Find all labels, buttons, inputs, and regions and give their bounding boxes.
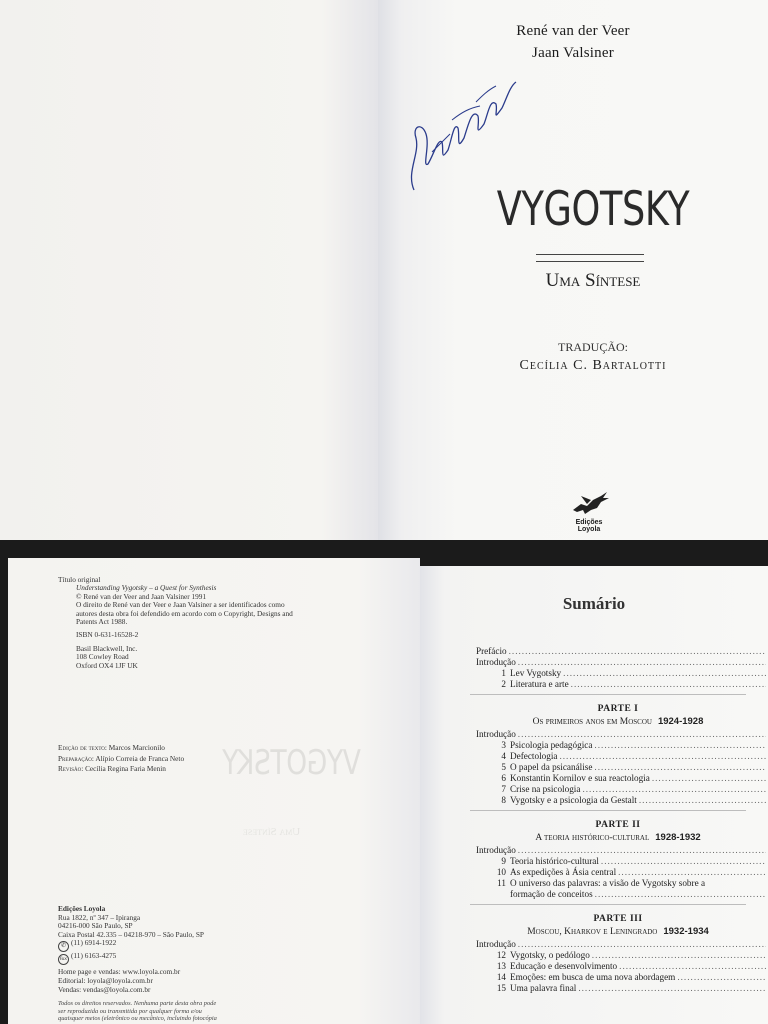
toc-entry-label: Introdução [476, 729, 516, 739]
toc-entry [470, 950, 766, 961]
toc-entry [470, 784, 766, 795]
part-subtitle [470, 925, 766, 939]
toc-list [470, 646, 766, 994]
toc-entry-label: Teoria histórico-cultural [510, 856, 599, 866]
web-line: Home page e vendas: www.loyola.com.br [58, 967, 181, 977]
toc-entry-label: As expedições à Ásia central [510, 867, 617, 877]
toc-entry-label: Vygotsky e a psicologia da Gestalt [510, 795, 637, 805]
dot-leader [571, 679, 766, 690]
pegasus-icon [567, 490, 611, 516]
dot-leader [618, 867, 766, 878]
toc-entry [470, 773, 766, 784]
toc-entry-label: Introdução [476, 845, 516, 855]
section-divider [470, 694, 746, 695]
title-rule [536, 254, 644, 262]
publisher-name: Edições Loyola [58, 904, 106, 913]
phone-number: (11) 6914-1922 [71, 938, 117, 948]
fax-icon: ℻ [58, 954, 69, 965]
toc-entry-label: Crise na psicologia [510, 784, 581, 794]
mirrored-bleed-through-subtitle: Uma Síntese [243, 826, 301, 838]
toc-entry [470, 751, 766, 762]
dot-leader [592, 950, 766, 961]
dot-leader [594, 740, 766, 751]
credit-line [58, 743, 184, 754]
dot-leader [559, 751, 766, 762]
copyright-page [8, 558, 420, 1024]
toc-entry [470, 740, 766, 751]
dot-leader [578, 983, 766, 994]
toc-entry-label: formação de conceitos [510, 889, 593, 899]
translation-label: TRADUÇÃO: [557, 340, 628, 354]
web-line: Editorial: loyola@loyola.com.br [58, 975, 153, 985]
credit-value: Alípio Correia de Franca Neto [95, 753, 185, 763]
toc-entry-label: Educação e desenvolvimento [510, 961, 618, 971]
credit-line [58, 754, 184, 765]
rights-text: O direito de René van der Veer e Jaan Valsiner a ser identificados como [76, 600, 285, 610]
chapter-number: 15 [496, 983, 506, 993]
title-page [378, 0, 768, 540]
part-heading [470, 703, 766, 729]
credit-label: Revisão: [58, 764, 84, 773]
rights-notice-line: Todos os direitos reservados. Nenhuma parte desta obra pode [58, 1000, 217, 1007]
web-line: Vendas: vendas@loyola.com.br [58, 984, 151, 994]
toc-entry-continuation [470, 889, 766, 900]
credit-value: Cecília Regina Faria Menin [85, 764, 166, 773]
toc-entry [470, 983, 766, 994]
toc-entry-label: Introdução [476, 657, 516, 667]
dot-leader [518, 657, 766, 668]
toc-entry [470, 668, 766, 679]
toc-entry [470, 657, 766, 668]
rights-text: Patents Act 1988. [76, 617, 128, 627]
toc-entry-label: Defectologia [510, 751, 558, 761]
toc-entry-label: Psicologia pedagógica [510, 740, 593, 750]
part-years: 1932-1934 [663, 926, 709, 937]
part-years: 1924-1928 [657, 716, 704, 727]
rights-text: autores desta obra foi defendido em acordo com o Copyright, Designs and [76, 608, 293, 618]
credit-label: Edição de texto: [58, 743, 107, 752]
part-heading [470, 819, 766, 845]
credit-value: Marcos Marcionilo [108, 743, 165, 752]
chapter-number: 13 [496, 961, 506, 971]
dot-leader [601, 856, 766, 867]
publisher-logo [566, 490, 612, 533]
publisher-contact-block [58, 905, 204, 994]
part-heading [470, 913, 766, 939]
chapter-number: 12 [496, 950, 506, 960]
credits-block [58, 743, 184, 775]
toc-entry [470, 867, 766, 878]
toc-entry [470, 939, 766, 950]
blank-verso-page [0, 0, 378, 540]
toc-entry [470, 961, 766, 972]
part-label: PARTE I [597, 704, 639, 714]
section-divider [470, 810, 746, 811]
toc-entry [470, 762, 766, 773]
isbn: ISBN 0-631-16528-2 [76, 630, 139, 640]
rights-notice-line: ser reproduzida ou transmitida por qualquer forma e/ou [58, 1007, 202, 1015]
dot-leader [563, 668, 766, 679]
rights-notice-line: quaisquer meios (eletrônico ou mecânico, incluindo fotocópia [58, 1015, 217, 1023]
toc-entry [470, 972, 766, 983]
toc-entry [470, 878, 766, 889]
address-line: 04216-000 São Paulo, SP [58, 921, 133, 931]
author-name: René van der Veer [516, 23, 630, 39]
toc-entry-label: Literatura e arte [510, 679, 569, 689]
dot-leader [619, 961, 766, 972]
part-years: 1928-1932 [655, 832, 701, 843]
part-label: PARTE II [595, 820, 641, 830]
chapter-number: 4 [501, 751, 506, 761]
dot-leader [518, 845, 766, 856]
chapter-number: 14 [496, 972, 506, 982]
fax-number: (11) 6163-4275 [71, 951, 117, 961]
address-line: Caixa Postal 42.335 – 04218-970 – São Paulo, SP [58, 929, 204, 939]
original-title-label: Título original [58, 575, 101, 584]
toc-entry-label: Konstantin Kornilov e sua reactologia [510, 773, 650, 783]
toc-entry [470, 729, 766, 740]
chapter-number: 6 [501, 773, 506, 783]
original-title: Understanding Vygotsky – a Quest for Synthesis [76, 583, 217, 593]
dot-leader [582, 784, 766, 795]
toc-entry [470, 646, 766, 657]
part-subtitle-text: A teoria histórico-cultural [535, 833, 650, 843]
part-subtitle-text: Moscou, Kharkov e Leningrado [527, 927, 658, 937]
fax-line [58, 952, 204, 965]
dot-leader [652, 773, 766, 784]
address-line: Rua 1822, nº 347 – Ipiranga [58, 912, 141, 922]
section-divider [470, 904, 746, 905]
part-subtitle [470, 715, 766, 729]
part-subtitle-text: Os primeiros anos em Moscou [532, 717, 652, 727]
chapter-number: 7 [501, 784, 506, 794]
table-of-contents-page [420, 566, 768, 1024]
dot-leader [509, 646, 766, 657]
toc-entry-label: Vygotsky, o pedólogo [510, 950, 590, 960]
credit-line [58, 764, 184, 775]
book-title: VYGOTSKY [496, 182, 690, 237]
phone-icon: ✆ [58, 941, 69, 952]
dot-leader [518, 729, 766, 740]
toc-entry-label: Uma palavra final [510, 983, 577, 993]
chapter-number: 2 [501, 679, 506, 689]
dot-leader [594, 762, 766, 773]
credit-label: Preparação: [58, 753, 94, 763]
copyright-line: © René van der Veer and Jaan Valsiner 1991 [76, 591, 207, 601]
toc-entry-label: Introdução [476, 939, 516, 949]
dot-leader [518, 939, 766, 950]
part-label: PARTE III [593, 914, 643, 924]
toc-entry-label: Emoções: em busca de uma nova abordagem [510, 972, 676, 982]
translator-name: Cecília C. Bartalotti [519, 358, 667, 373]
book-subtitle: Uma Síntese [545, 270, 641, 291]
handwritten-signature [392, 42, 532, 202]
toc-entry [470, 679, 766, 690]
chapter-number: 5 [501, 762, 506, 772]
author-name: Jaan Valsiner [532, 45, 614, 61]
part-subtitle [470, 831, 766, 845]
toc-entry-label: Lev Vygotsky [510, 668, 562, 678]
chapter-number: 10 [496, 867, 506, 877]
toc-title: Sumário [562, 594, 626, 613]
publisher-address-line: Basil Blackwell, Inc. [76, 643, 138, 653]
chapter-number: 8 [501, 795, 506, 805]
dot-leader [677, 972, 766, 983]
chapter-number: 9 [501, 856, 506, 866]
mirrored-bleed-through-title: VYGOTSKY [222, 743, 361, 783]
rights-notice [58, 1000, 278, 1023]
imprint-block [58, 576, 328, 670]
chapter-number: 11 [497, 878, 506, 888]
toc-entry [470, 795, 766, 806]
toc-entry-label: O universo das palavras: a visão de Vygotsky sobre a [510, 878, 706, 888]
chapter-number: 3 [501, 740, 506, 750]
chapter-number: 1 [501, 668, 506, 678]
dot-leader [639, 795, 766, 806]
toc-entry [470, 856, 766, 867]
toc-entry-label: O papel da psicanálise [510, 762, 593, 772]
toc-entry [470, 845, 766, 856]
dot-leader [595, 889, 766, 900]
publisher-logo-text: Edições Loyola [575, 519, 603, 533]
publisher-address-line: Oxford OX4 1JF UK [76, 660, 138, 670]
publisher-address-line: 108 Cowley Road [76, 652, 129, 662]
toc-entry-label: Prefácio [476, 646, 507, 656]
